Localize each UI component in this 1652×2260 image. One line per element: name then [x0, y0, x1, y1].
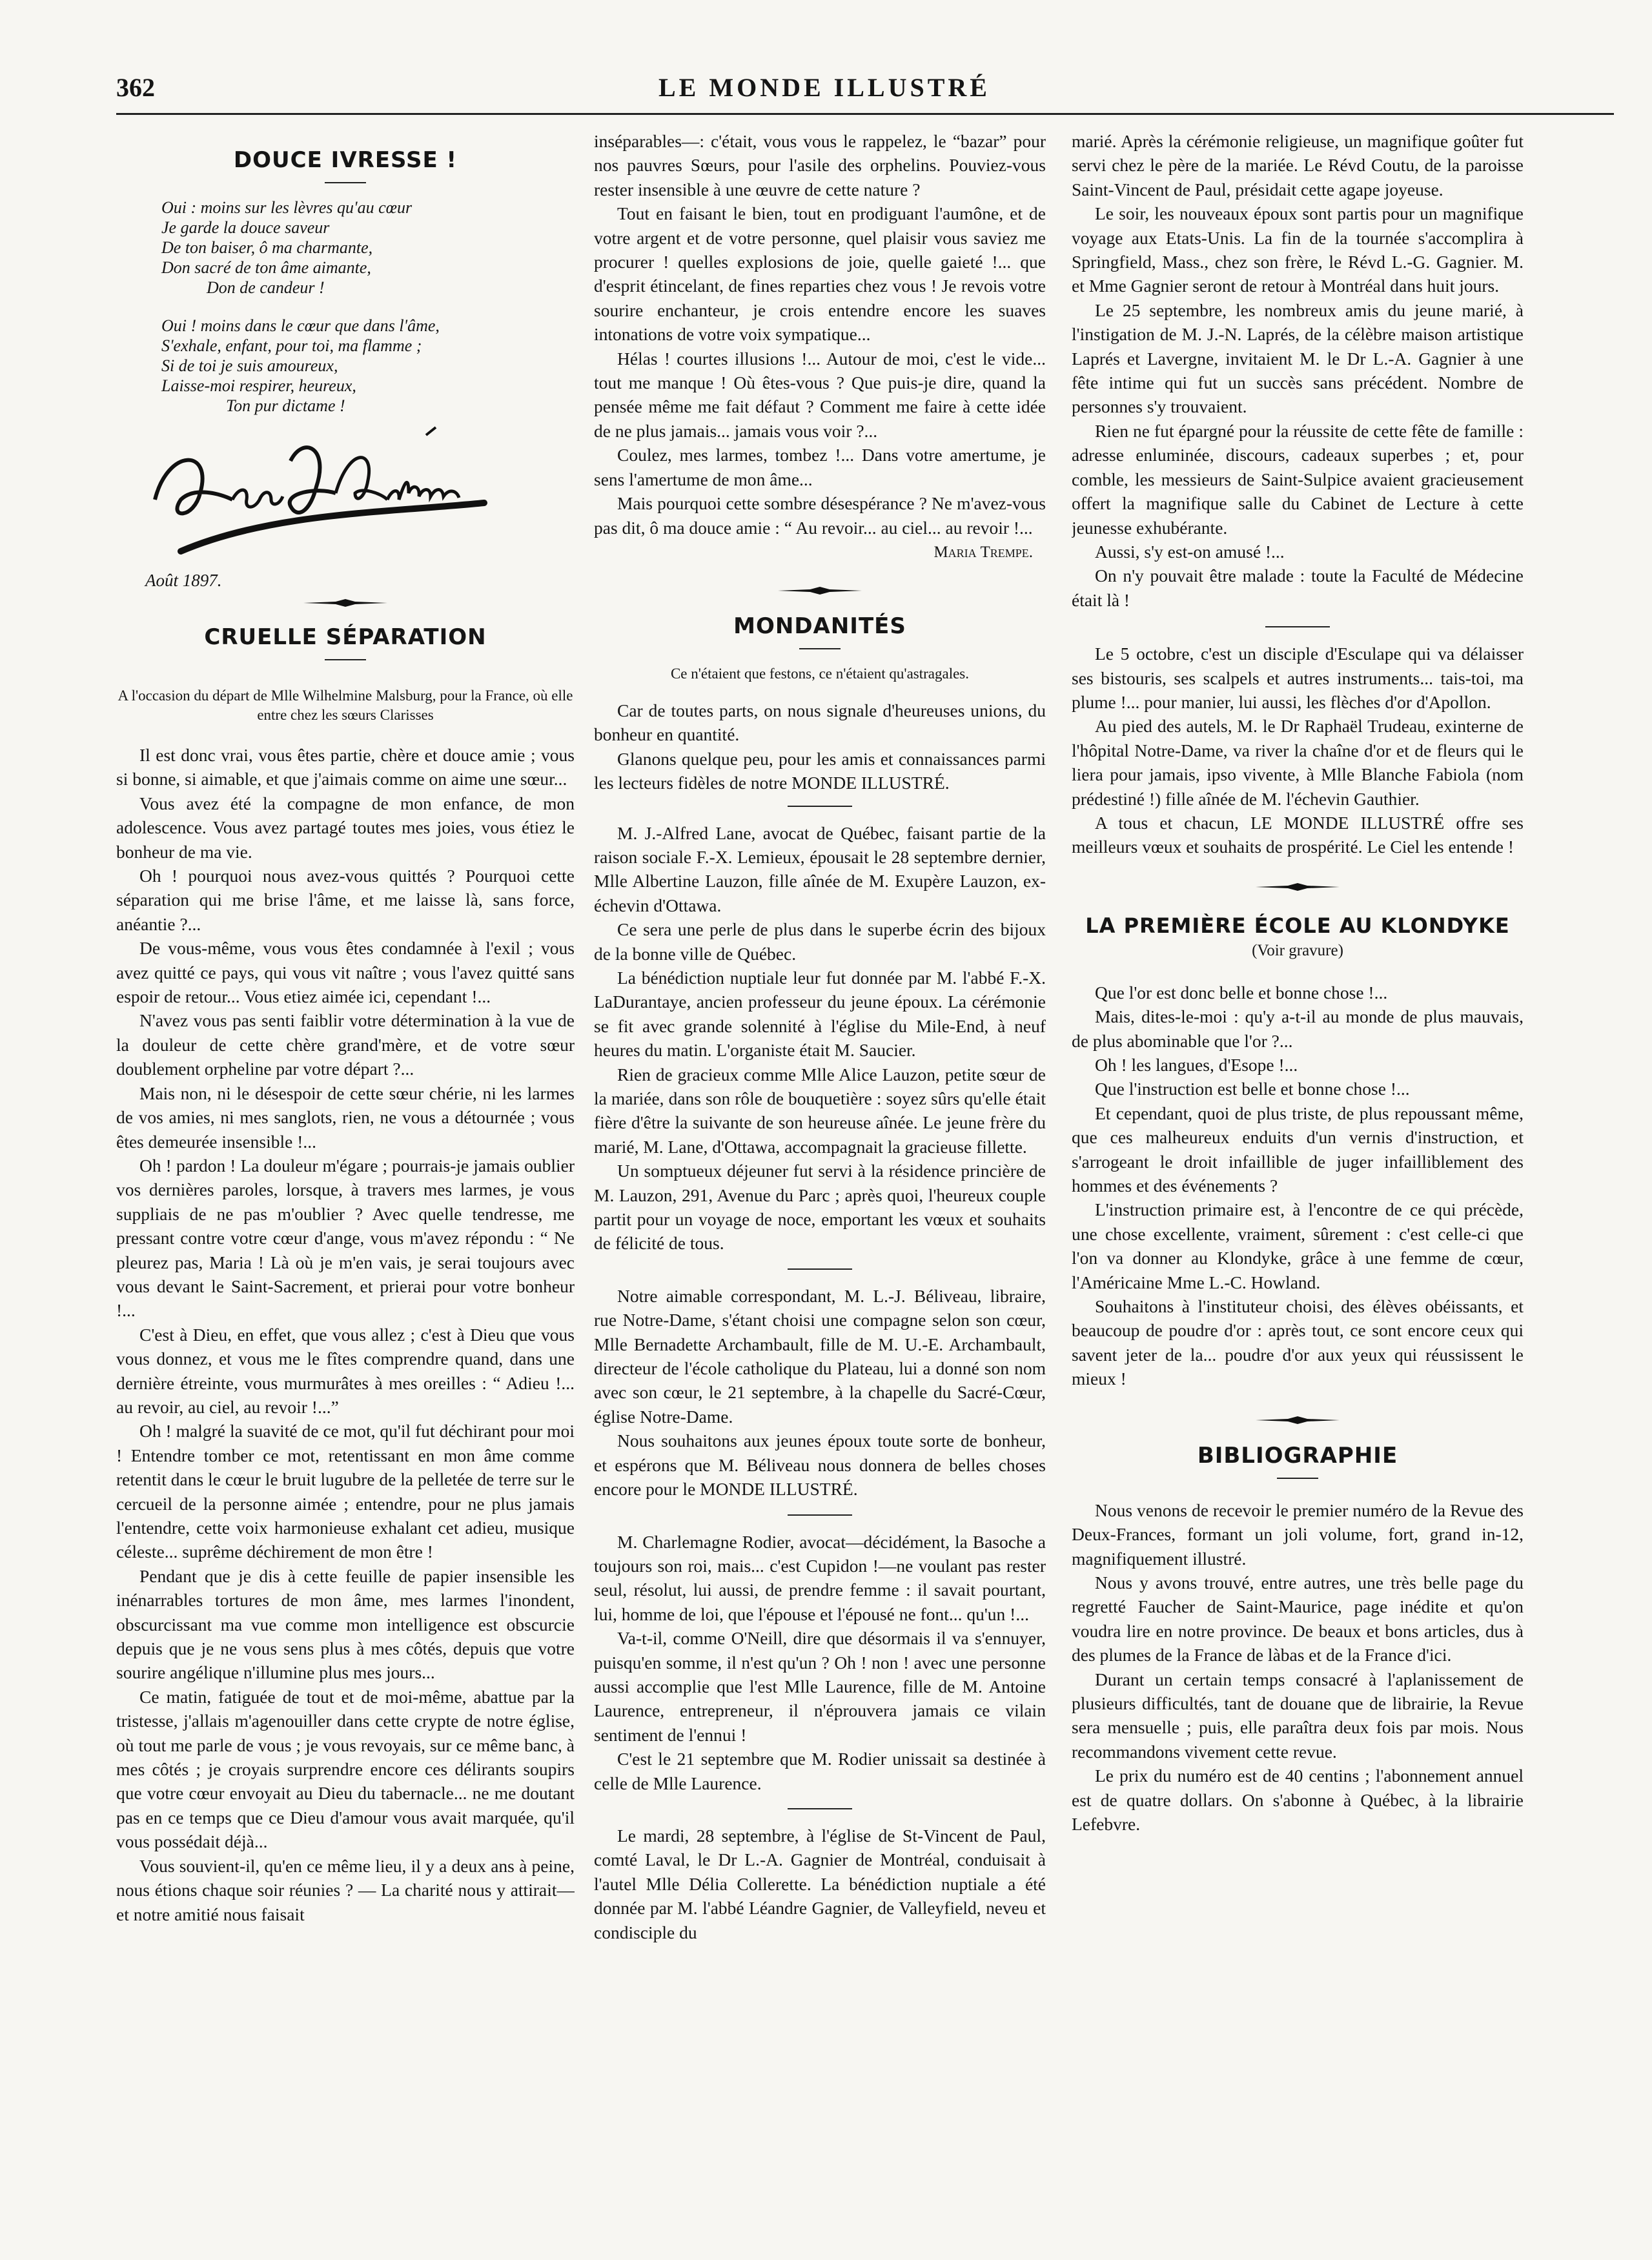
paragraph: De vous-même, vous vous êtes condamnée à l'exil ; vous avez quitté ce pays, qui vous vit naître ; vous l'avez quitté sans espoir de retour... Vous etiez aimée ici, cependant !... [116, 938, 575, 1007]
header-rule [116, 113, 1614, 115]
paragraph: Rien de gracieux comme Mlle Alice Lauzon, petite sœur de la mariée, dans son rôle de bouquetière : soyez sûrs qu'elle était fière d'être la suivante de son heureuse aînée. Le jeune frère du marié, M. Lane, d'Ottawa, accompagnait la gracieuse fillette. [594, 1064, 1046, 1157]
poem-line: De ton baiser, ô ma charmante, [161, 238, 373, 257]
poem-title: DOUCE IVRESSE ! [233, 147, 458, 173]
section-divider [788, 1514, 852, 1516]
paragraph: Glanons quelque peu, pour les amis et connaissances parmi les lecteurs fidèles de notre MONDE ILLUSTRÉ. [594, 748, 1046, 793]
paragraph: C'est à Dieu, en effet, que vous allez ; c'est à Dieu que vous vous donnez, et vous me le fîtes comprendre quand, dans une dernière étreinte, vous murmurâtes à mes oreilles : “ Adieu !... au revoir, au ciel, au revoir !...” [116, 1324, 575, 1417]
poem-line: Oui ! moins dans le cœur que dans l'âme, [161, 316, 440, 335]
paragraph: N'avez vous pas senti faiblir votre détermination à la vue de la douleur de cette chère grand'mère, et de votre sœur doublement orpheline par votre départ ?... [116, 1010, 575, 1079]
paragraph: Hélas ! courtes illusions !... Autour de moi, c'est le vide... tout me manque ! Où êtes-vous ? Que puis-je dire, quand la pensée même me fait défaut ? Comment me faire à cette idée de ne plus jamais... jamais vous voir ?... [594, 348, 1046, 441]
section-title: BIBLIOGRAPHIE [1197, 1442, 1398, 1469]
paragraph: Mais, dites-le-moi : qu'y a-t-il au monde de plus mauvais, de plus abominable que l'or ?... [1072, 1006, 1524, 1051]
paragraph: marié. Après la cérémonie religieuse, un magnifique goûter fut servi chez le père de la mariée. Le Révd Coutu, de la paroisse Saint-Vincent de Paul, présidait cette agape joyeuse. [1072, 131, 1524, 199]
paragraph: Il est donc vrai, vous êtes partie, chère et douce amie ; vous si bonne, si aimable, et que j'aimais comme on aime une sœur... [116, 745, 575, 789]
paragraph: Car de toutes parts, on nous signale d'heureuses unions, du bonheur en quantité. [594, 700, 1046, 745]
paragraph: Notre aimable correspondant, M. L.-J. Béliveau, libraire, rue Notre-Dame, s'étant choisi une compagne selon son cœur, Mlle Bernadette Archambault, fille de M. U.-E. Archambault, directeur de l'école catholique du Plateau, lui a donné son nom avec son cœur, le 21 septembre, à la chapelle du Sacré-Cœur, église Notre-Dame. [594, 1285, 1046, 1427]
paragraph: Tout en faisant le bien, tout en prodiguant l'aumône, et de votre argent et de votre personne, quel plaisir vous saviez me procurer ! quelles explosions de joie, quelle gaieté !... que d'esprit étincelant, de fines reparties chez vous ! Je revois votre sourire enchanteur, je crois entendre encore les suaves intonations de votre voix sympatique... [594, 203, 1046, 345]
paragraph: M. Charlemagne Rodier, avocat—décidément, la Basoche a toujours son roi, mais... c'est Cupidon !—ne voulant pas rester seul, résolut, lui aussi, de prendre femme : il savait pourtant, lui, homme de loi, que l'épouse et l'épousé ne font... qu'un !... [594, 1531, 1046, 1624]
poem-date: Août 1897. [145, 571, 222, 590]
paragraph: Vous souvient-il, qu'en ce même lieu, il y a deux ans à peine, nous étions chaque soir réunies ? — La charité nous y attirait—et notre amitié nous faisait [116, 1855, 575, 1924]
journal-title: LE MONDE ILLUSTRÉ [658, 73, 990, 102]
poem-line: Ton pur dictame ! [226, 396, 345, 415]
paragraph: La bénédiction nuptiale leur fut donnée par M. l'abbé F.-X. LaDurantaye, ancien professeur du jeune époux. La cérémonie se fit avec grande solennité à l'église du Mile-End, à neuf heures du matin. L'organiste était M. Saucier. [594, 967, 1046, 1061]
paragraph: inséparables—: c'était, vous vous le rappelez, le “bazar” pour nos pauvres Sœurs, pour l'asile des orphelins. Pouviez-vous rester insensible à une œuvre de cette nature ? [594, 131, 1046, 199]
paragraph: Souhaitons à l'instituteur choisi, des élèves obéissants, et beaucoup de poudre d'or : après tout, ce sont encore ceux qui savent jeter de la... poudre d'or aux yeux qui réussissent le mieux ! [1072, 1296, 1524, 1389]
paragraph: Nous souhaitons aux jeunes époux toute sorte de bonheur, et espérons que M. Béliveau nous donnera de belles choses encore pour le MONDE ILLUSTRÉ. [594, 1430, 1046, 1500]
paragraph: Aussi, s'y est-on amusé !... [1095, 541, 1285, 562]
article-title: CRUELLE SÉPARATION [204, 624, 487, 650]
article-subtitle: (Voir gravure) [1252, 941, 1343, 959]
section-divider [788, 1808, 852, 1809]
paragraph: Oh ! pourquoi nous avez-vous quittés ? Pourquoi cette séparation qui me brise l'âme, et me laisse là, sans force, anéantie ?... [116, 866, 575, 934]
paragraph: Coulez, mes larmes, tombez !... Dans votre amertume, je sens l'amertume de mon âme... [594, 445, 1046, 489]
paragraph: Le mardi, 28 septembre, à l'église de St-Vincent de Paul, comté Laval, le Dr L.-A. Gagnier de Montréal, conduisait à l'autel Mlle Délia Collerette. La bénédiction nuptiale a été donnée par M. l'abbé Léandre Gagnier, de Valleyfield, neveu et condisciple du [594, 1825, 1046, 1942]
paragraph: A tous et chacun, LE MONDE ILLUSTRÉ offre ses meilleurs vœux et souhaits de prospérité. Le Ciel les entende ! [1072, 812, 1524, 857]
paragraph: Nous venons de recevoir le premier numéro de la Revue des Deux-Frances, formant un joli volume, fort, grand in-12, magnifiquement illustré. [1072, 1500, 1524, 1569]
paragraph: Ce sera une perle de plus dans le superbe écrin des bijoux de la bonne ville de Québec. [594, 919, 1046, 964]
paragraph: Oh ! pardon ! La douleur m'égare ; pourrais-je jamais oublier vos dernières paroles, lorsque, à travers mes larmes, je vous suppliais de ne pas m'oublier ? Avec quelle tendresse, me pressant contre votre cœur d'ange, vous m'avez répondu : “ Ne pleurez pas, Maria ! Là où je m'en vais, je serai toujours avec vous devant le Saint-Sacrement, et prierai pour votre bonheur !... [116, 1155, 575, 1321]
article-title: LA PREMIÈRE ÉCOLE AU KLONDYKE [1085, 913, 1510, 938]
paragraph: Mais non, ni le désespoir de cette sœur chérie, ni les larmes de vos amies, ni mes sanglots, rien, ne vous a détournée ; vous êtes demeurée insensible !... [116, 1083, 575, 1152]
title-rule [799, 648, 841, 649]
paragraph: L'instruction primaire est, à l'encontre de ce qui précède, une chose excellente, vraiment, sûrement : c'est celle-ci que l'on va donner au Klondyke, grâce à une femme de cœur, l'Américaine Mme L.-C. Howland. [1072, 1199, 1524, 1292]
paragraph: Ce matin, fatiguée de tout et de moi-même, abattue par la tristesse, j'allais m'agenouiller dans cette crypte de notre église, où tout me parle de vous ; je vous revoyais, sur ce même banc, à mes côtés ; je croyais surprendre encore ces délirants soupirs que votre cœur envoyait au Dieu du tabernacle... ne me doutant pas en ce temps que ce Dieu d'amour vous avait marquée, qu'il vous possédait déjà... [116, 1686, 575, 1852]
paragraph: Mais pourquoi cette sombre désespérance ? Ne m'avez-vous pas dit, ô ma douce amie : “ Au revoir... au ciel... au revoir !... [594, 493, 1046, 538]
poem-line: Don sacré de ton âme aimante, [161, 258, 371, 277]
poem-line: Je garde la douce saveur [161, 218, 330, 237]
title-rule [325, 659, 366, 660]
paragraph: Nous y avons trouvé, entre autres, une très belle page du regretté Faucher de Saint-Maurice, page inédite et qu'on voudra lire en notre province. De beaux et bons articles, dus à des plumes de la France de làbas et de la France d'ici. [1072, 1572, 1524, 1665]
section-divider [788, 806, 852, 807]
column-right [1072, 129, 1524, 1836]
paragraph: Et cependant, quoi de plus triste, de plus repoussant même, que ces malheureux enduits d'un vernis d'instruction, et s'arrogeant le droit infaillible de juger infailliblement des hommes et des événements ? [1072, 1103, 1524, 1196]
article-author: Maria Trempe. [933, 543, 1033, 561]
paragraph: Au pied des autels, M. le Dr Raphaël Trudeau, exinterne de l'hôpital Notre-Dame, va river la chaîne d'or et de fleurs qui le liera pour jamais, ipso vivente, à Mlle Blanche Fabiola (nom prédestiné !) fille aînée de M. l'échevin Gauthier. [1072, 716, 1524, 809]
poem-line: Oui : moins sur les lèvres qu'au cœur [161, 198, 413, 217]
paragraph: Le 5 octobre, c'est un disciple d'Esculape qui va délaisser ses bistouris, ses scalpels et autres instruments... tais-toi, ma plume !... pour manier, lui aussi, les flèches d'or d'Apollon. [1072, 644, 1524, 712]
title-rule [1277, 1478, 1318, 1479]
poem-line: S'exhale, enfant, pour toi, ma flamme ; [161, 336, 422, 355]
section-epigraph: Ce n'étaient que festons, ce n'étaient qu'astragales. [670, 665, 970, 682]
section-title: MONDANITÉS [733, 613, 906, 639]
paragraph: Oh ! les langues, d'Esope !... [1095, 1055, 1298, 1075]
poem-line: Don de candeur ! [207, 278, 325, 297]
poem [161, 198, 575, 416]
paragraph: Rien ne fut épargné pour la réussite de cette fête de famille : adresse enluminée, discours, cadeaux superbes ; et, pour comble, les messieurs de Saint-Sulpice avaient gracieusement offert la magnifique salle du Cabinet de Lecture à cette jeunesse exhubérante. [1072, 420, 1524, 538]
paragraph: Vous avez été la compagne de mon enfance, de mon adolescence. Vous avez partagé toutes mes joies, vous étiez le bonheur de ma vie. [116, 793, 575, 862]
article-dedication: A l'occasion du départ de Mlle Wilhelmine Malsburg, pour la France, où elle entre chez les sœurs Clarisses [117, 687, 573, 723]
column-left [116, 129, 575, 1926]
paragraph: Que l'instruction est belle et bonne chose !... [1095, 1079, 1410, 1099]
paragraph: On n'y pouvait être malade : toute la Faculté de Médecine était là ! [1072, 565, 1524, 610]
paragraph: Le soir, les nouveaux époux sont partis pour un magnifique voyage aux Etats-Unis. La fin de la tournée s'accomplira à Springfield, Mass., chez son frère, le Révd L.-G. Gagnier. M. et Mme Gagnier seront de retour à Montréal dans huit jours. [1072, 203, 1524, 296]
paragraph: Le prix du numéro est de 40 centins ; l'abonnement annuel est de quatre dollars. On s'abonne à Québec, à la librairie Lefebvre. [1072, 1766, 1524, 1834]
paragraph: Va-t-il, comme O'Neill, dire que désormais il va s'ennuyer, puisqu'en somme, il n'est qu'un ? Oh ! non ! avec une personne aussi accomplie que l'est Mlle Laurence, fille de M. Antoine Laurence, entrepreneur, il n'éprouvera jamais ce vilain sentiment de l'ennui ! [594, 1628, 1046, 1745]
paragraph: Que l'or est donc belle et bonne chose !... [1095, 982, 1388, 1003]
page-number: 362 [116, 73, 155, 102]
paragraph: Un somptueux déjeuner fut servi à la résidence princière de M. Lauzon, 291, Avenue du Parc ; après quoi, l'heureux couple partit pour un voyage de noce, emportant les vœux et souhaits de félicité de tous. [594, 1161, 1046, 1254]
column-middle [594, 129, 1046, 1944]
paragraph: M. J.-Alfred Lane, avocat de Québec, faisant partie de la raison sociale F.-X. Lemieux, épousait le 28 septembre dernier, Mlle Albertine Lauzon, fille aînée de M. Exupère Lauzon, ex-échevin d'Ottawa. [594, 822, 1046, 915]
poem-line: Si de toi je suis amoureux, [161, 356, 338, 375]
page-header [116, 72, 1020, 105]
handwritten-signature [142, 422, 504, 571]
ornament-divider [1252, 1416, 1343, 1425]
ornament-divider [1252, 882, 1343, 891]
ornament-divider [300, 598, 391, 607]
section-divider [1265, 626, 1330, 627]
title-rule [325, 182, 366, 183]
paragraph: Pendant que je dis à cette feuille de papier insensible les inénarrables tortures de mon âme, mes larmes l'inondent, obscurcissant ma vue comme mon intelligence est obscurcie depuis que je ne vous sens plus à mes côtés, depuis que votre sourire angélique n'illumine plus mes jours... [116, 1565, 575, 1683]
paragraph: C'est le 21 septembre que M. Rodier unissait sa destinée à celle de Mlle Laurence. [594, 1749, 1046, 1793]
paragraph: Le 25 septembre, les nombreux amis du jeune marié, à l'instigation de M. J.-N. Laprés, de la célèbre maison artistique Laprés et Lavergne, invitaient M. le Dr L.-A. Gagnier à une fête intime qui fut un succès sans précédent. Nombre de personnes s'y trouvaient. [1072, 300, 1524, 417]
ornament-divider [775, 586, 865, 595]
poem-line: Laisse-moi respirer, heureux, [161, 376, 356, 395]
section-divider [788, 1268, 852, 1270]
paragraph: Oh ! malgré la suavité de ce mot, qu'il fut déchirant pour moi ! Entendre tomber ce mot, retentissant en mon âme comme retentit dans le cœur le bruit lugubre de la pelletée de terre sur le cercueil de la personne aimée ; entendre, pour ne plus jamais l'entendre, cette voix harmonieuse exhalant cet adieu, musique céleste... suprême déchirement de mon être ! [116, 1421, 575, 1562]
paragraph: Durant un certain temps consacré à l'aplanissement de plusieurs difficultés, tant de douane que de librairie, la Revue sera mensuelle ; puis, elle paraîtra deux fois par mois. Nous recommandons vivement cette revue. [1072, 1669, 1524, 1762]
